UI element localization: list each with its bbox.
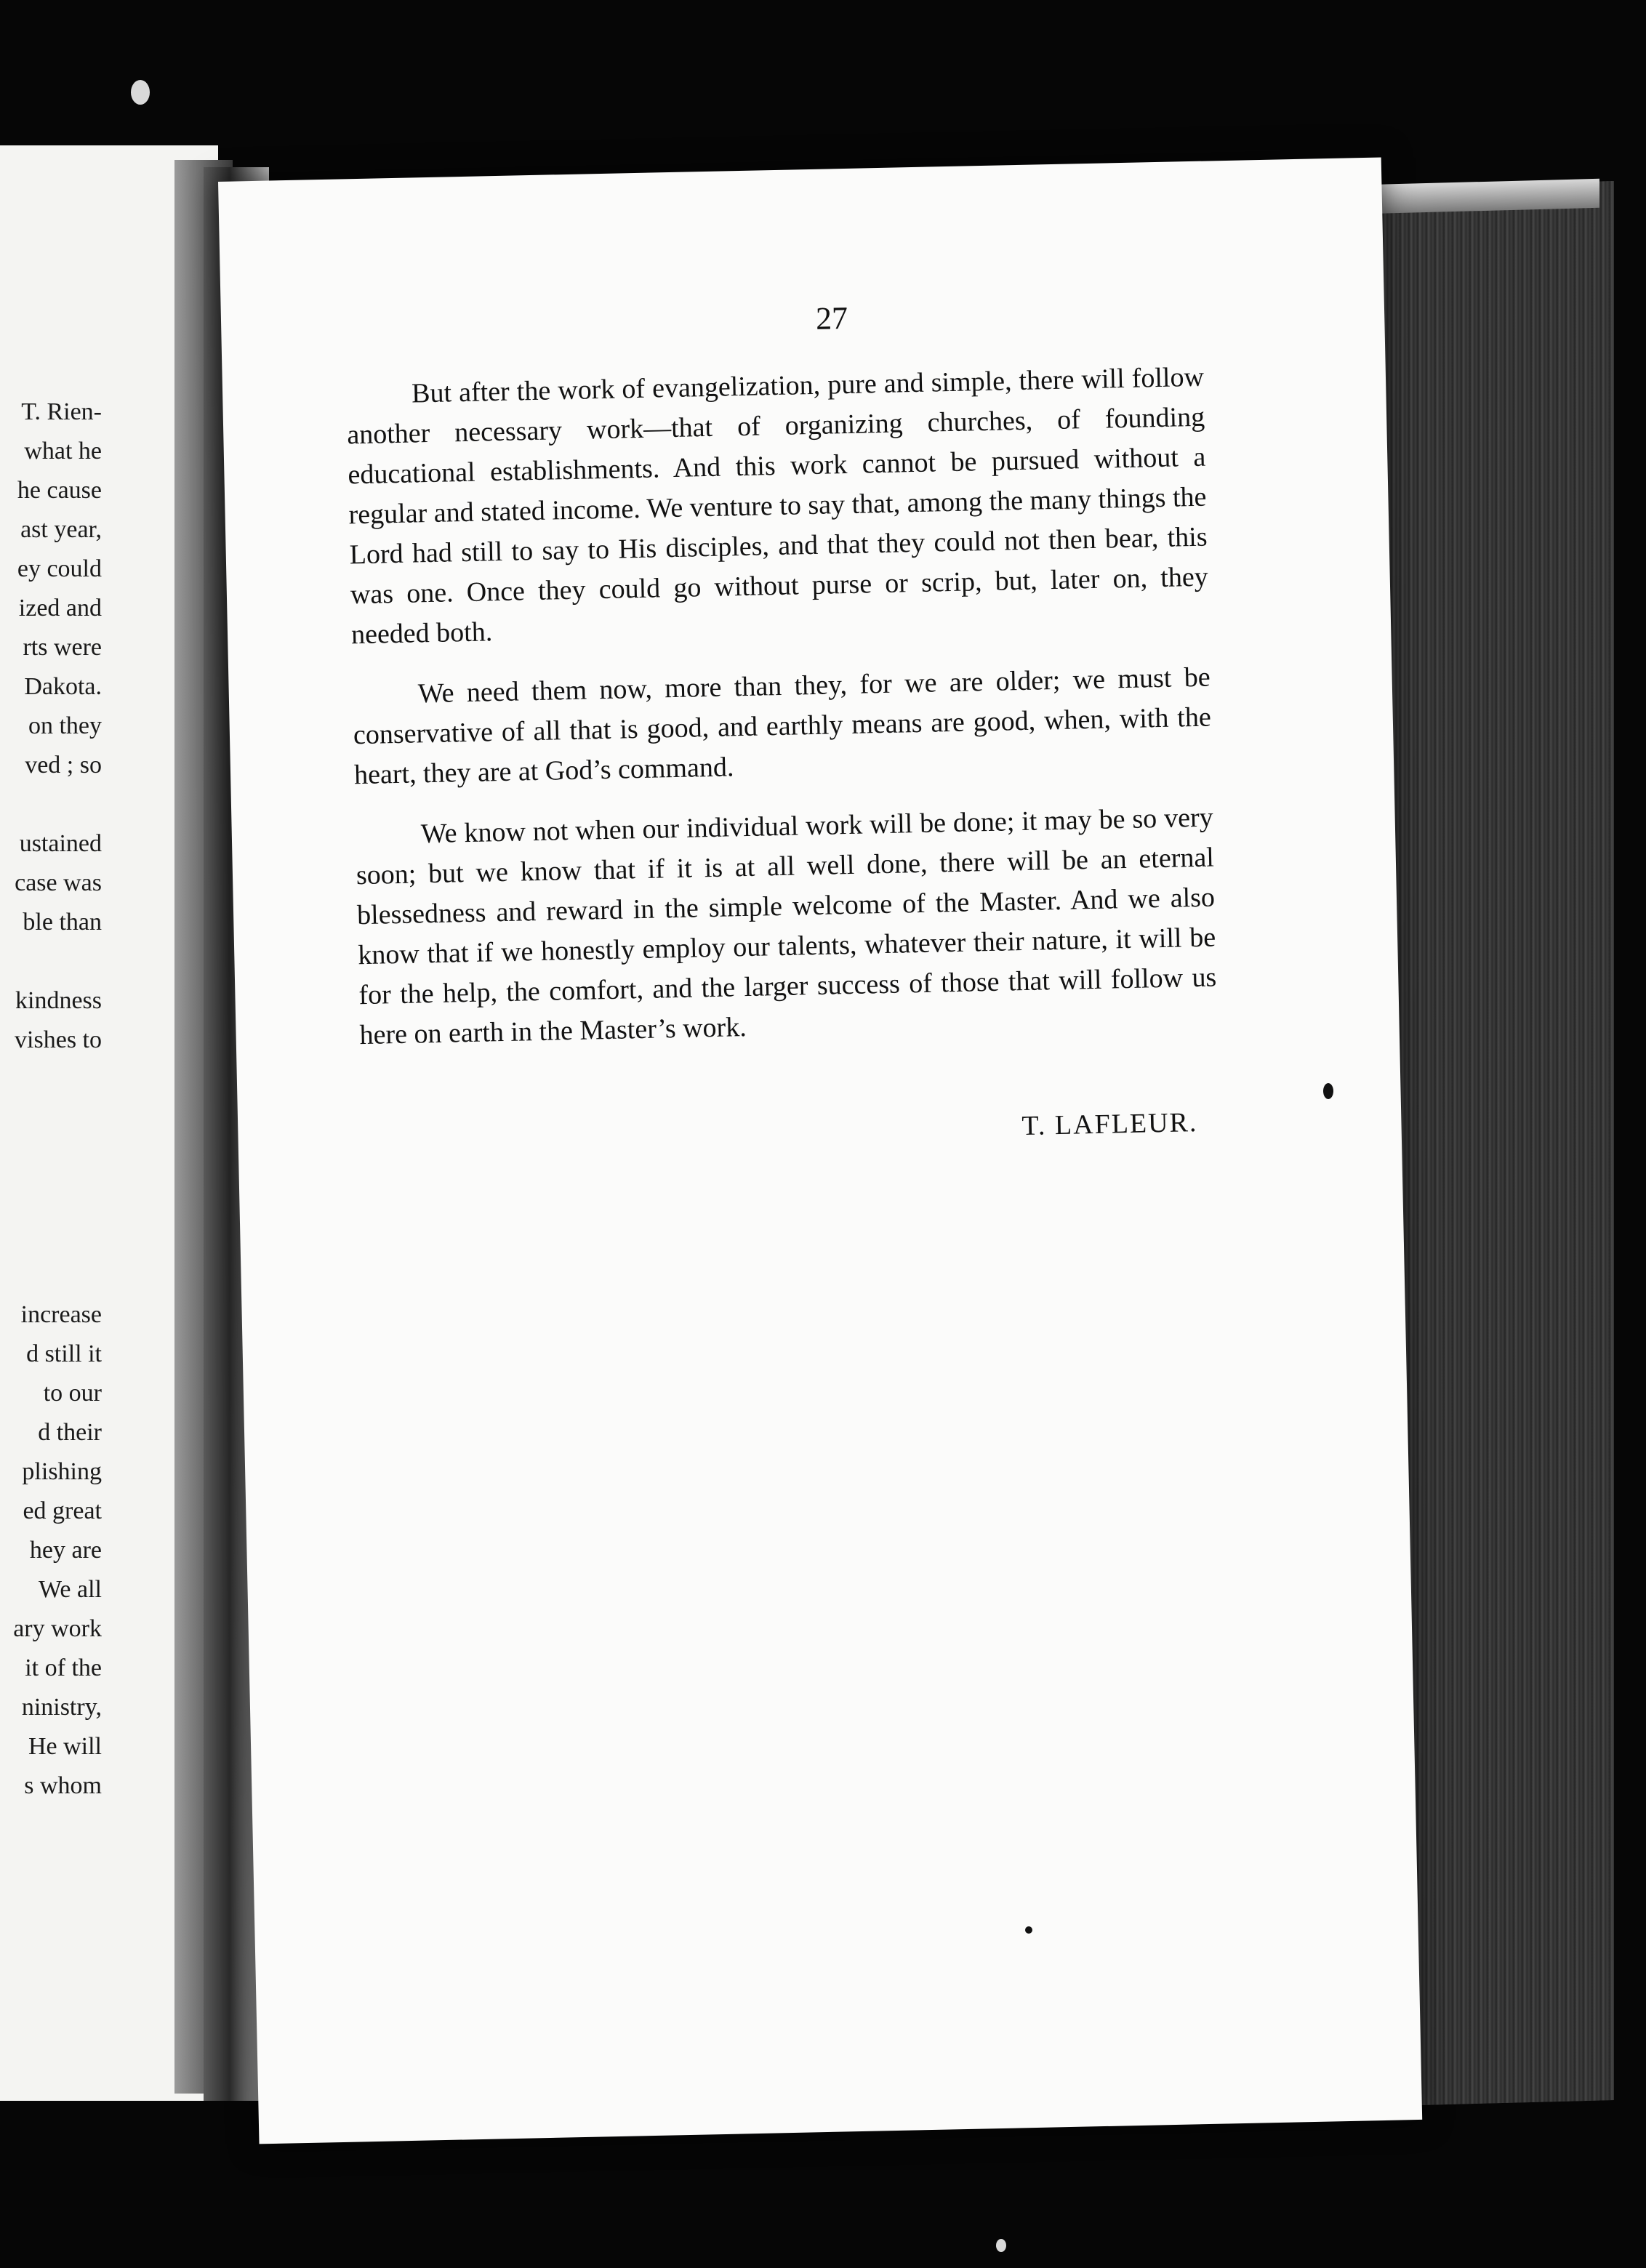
scan-artifact <box>996 2239 1006 2252</box>
facing-page-line: on they <box>28 712 102 739</box>
facing-page-line: s whom <box>24 1772 102 1799</box>
facing-page-line: plishing <box>22 1458 102 1485</box>
paragraph-3: We know not when our individual work will be done; it may be so very soon; but we know that if it is at all well done, there will be an eternal blessedness and reward in the simple welcome of the Master. And we also know that if we honestly employ our talents, whatever their nature, it will be for the help, the comfort, and the larger success of those that will follow us here on earth in the Master’s work. <box>356 802 1217 1051</box>
facing-page-line: ized and <box>18 595 102 622</box>
facing-page-line <box>0 942 102 981</box>
facing-page-line: ast year, <box>20 516 102 543</box>
facing-page-line: he cause <box>17 477 102 504</box>
facing-page-line: ustained <box>19 830 102 857</box>
paragraph-1: But after the work of evangelization, pure and simple, there will follow another necessary work—that of organizing churches, of founding educational establishments. And this work cannot be pursued without a regular and stated income. We venture to say that, among the many things the Lord had still to say to His disciples, and that they could not then bear, this was one. Once they could go without purse or scrip, but, later on, they needed both. <box>346 361 1209 651</box>
facing-page-line: d still it <box>26 1340 102 1367</box>
facing-page-line: case was <box>15 869 102 896</box>
author-signature: T. LAFLEUR. <box>1021 1107 1198 1142</box>
page-number: 27 <box>815 299 848 337</box>
facing-page-line: ed great <box>23 1497 102 1524</box>
paragraph-2: We need them now, more than they, for we are older; we must be conservative of all that is good, and earthly means are good, when, with the heart, they are at God’s command. <box>353 662 1212 791</box>
facing-page-line: Dakota. <box>24 673 102 700</box>
facing-page-line: kindness <box>15 987 102 1014</box>
facing-page-line: He will <box>28 1733 102 1760</box>
facing-page-line: increase <box>20 1301 102 1328</box>
book-edge-highlight <box>1367 179 1599 214</box>
facing-page-line: ved ; so <box>25 752 102 779</box>
facing-page-line: it of the <box>25 1654 102 1681</box>
facing-page-text <box>0 393 102 1806</box>
facing-page-line: ninistry, <box>21 1694 102 1721</box>
scan-artifact <box>131 80 150 105</box>
facing-page-line: ble than <box>23 909 102 936</box>
page-body <box>346 358 1219 1077</box>
facing-page-line: to our <box>43 1380 102 1407</box>
facing-page-line: vishes to <box>15 1026 102 1053</box>
facing-page-line <box>0 1099 102 1138</box>
facing-page-line <box>0 1178 102 1217</box>
facing-page-line: what he <box>24 438 102 465</box>
facing-page-line <box>0 1060 102 1099</box>
facing-page-line: rts were <box>23 634 102 661</box>
main-page <box>218 157 1422 2144</box>
facing-page-line <box>0 785 102 824</box>
facing-page-line: We all <box>39 1576 102 1603</box>
facing-page-line: ary work <box>13 1615 102 1642</box>
scan-artifact <box>1025 1926 1032 1934</box>
scan-artifact <box>1323 1083 1333 1099</box>
facing-page-line <box>0 1138 102 1178</box>
facing-page-line: d their <box>38 1419 102 1446</box>
facing-page-line: T. Rien- <box>21 398 102 425</box>
facing-page-line: hey are <box>29 1537 102 1564</box>
facing-page-line: ey could <box>17 555 102 582</box>
facing-page-line <box>0 1217 102 1256</box>
facing-page-line <box>0 1256 102 1295</box>
